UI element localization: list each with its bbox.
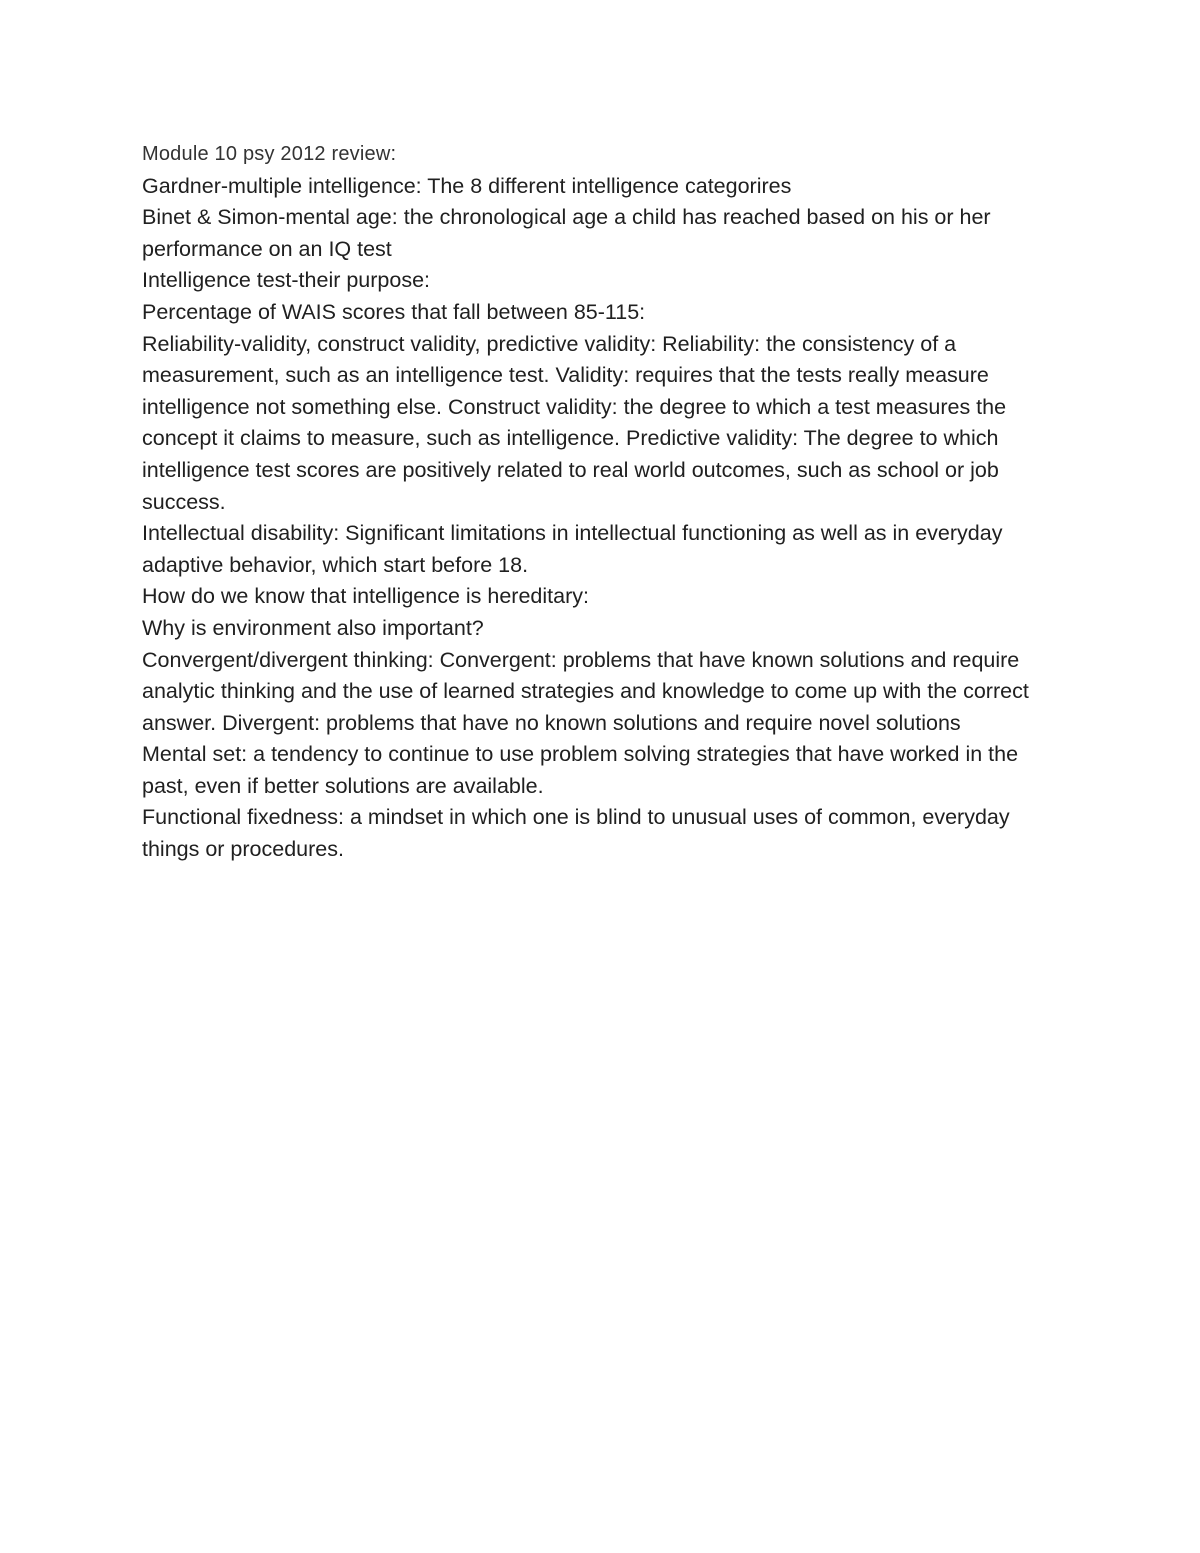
paragraph-intelligence-test: Intelligence test-their purpose: bbox=[142, 268, 431, 293]
document-body bbox=[142, 139, 1062, 866]
paragraph-reliability-validity: Reliability-validity, construct validity, predictive validity: Reliability: the consistency of a measurement, such as an intelligence test. Validity: requires that the tests really measure intelligence not something else. Construct validity: the degree to which a test measures the concept it claims to measure, such as intelligence. Predictive validity: The degree to which intelligence test scores are positively related to real world outcomes, such as school or job success. bbox=[142, 331, 1007, 514]
paragraph-intellectual-disability: Intellectual disability: Significant limitations in intellectual functioning as well as in everyday adaptive behavior, which start before 18. bbox=[142, 521, 1003, 577]
paragraph-gardner: Gardner-multiple intelligence: The 8 different intelligence categorires bbox=[142, 173, 792, 198]
paragraph-hereditary: How do we know that intelligence is hereditary: bbox=[142, 584, 589, 609]
paragraph-wais-percentage: Percentage of WAIS scores that fall between 85-115: bbox=[142, 299, 646, 324]
paragraph-convergent-divergent: Convergent/divergent thinking: Convergent: problems that have known solutions and require analytic thinking and the use of learned strategies and knowledge to come up with the correct answer. Divergent: problems that have no known solutions and require novel solutions bbox=[142, 647, 1029, 735]
paragraph-binet-simon: Binet & Simon-mental age: the chronological age a child has reached based on his or her performance on an IQ test bbox=[142, 205, 991, 261]
paragraph-mental-set: Mental set: a tendency to continue to use problem solving strategies that have worked in the past, even if better solutions are available. bbox=[142, 742, 1019, 798]
document-title: Module 10 psy 2012 review: bbox=[142, 143, 397, 165]
paragraph-environment: Why is environment also important? bbox=[142, 615, 484, 640]
paragraph-functional-fixedness: Functional fixedness: a mindset in which one is blind to unusual uses of common, everyday things or procedures. bbox=[142, 805, 1010, 862]
